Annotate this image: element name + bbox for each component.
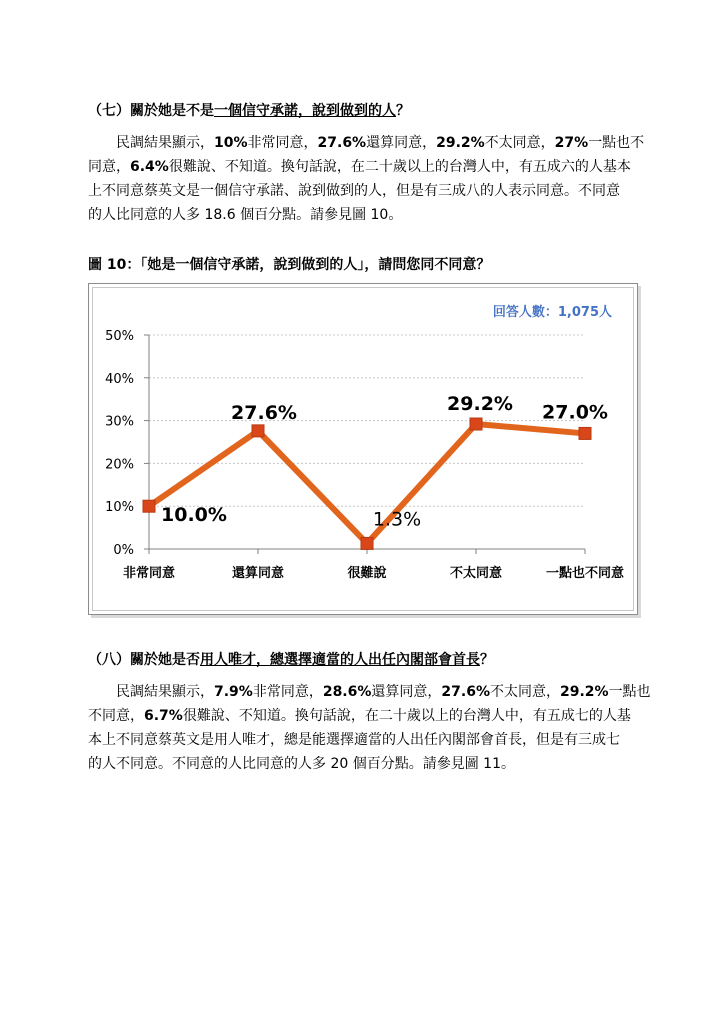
text: 還算同意， (371, 684, 442, 700)
y-tick-label: 10% (105, 500, 134, 516)
chart-data-labels (161, 393, 608, 530)
data-point (579, 427, 591, 439)
section-7-line-4: 的人比同意的人多 18.6 個百分點。請參見圖 10。 (88, 207, 403, 223)
text: 不太同意， (489, 684, 560, 700)
chart-markers (143, 418, 591, 549)
text: 民調結果顯示， (116, 135, 214, 151)
text: 同意， (88, 159, 130, 175)
y-tick-label: 20% (105, 457, 134, 473)
text: 27.6% (441, 684, 490, 700)
text: 29.2% (436, 135, 485, 151)
text: 一點也 (608, 684, 651, 700)
text: 28.6% (322, 684, 372, 700)
y-tick-label: 0% (113, 543, 134, 558)
text: 非常同意， (247, 135, 318, 151)
data-label: 29.2% (447, 393, 513, 416)
text: 非常同意， (252, 684, 323, 700)
data-label: 27.0% (542, 401, 608, 424)
respondents-count: 回答人數：1,075人 (492, 305, 612, 320)
text: 6.4% (130, 159, 169, 175)
section-8-line-2 (88, 704, 648, 728)
section-8-line-3: 本上不同意蔡英文是用人唯才，總是能選擇適當的人出任內閣部會首長，但是有三成七 (88, 732, 620, 748)
section-8-heading (88, 649, 494, 669)
text: 10% (214, 135, 248, 151)
text: 還算同意， (366, 135, 437, 151)
data-point (361, 537, 373, 549)
x-tick-label: 非常同意 (122, 566, 176, 581)
y-tick-label: 50% (105, 329, 134, 344)
text: 不太同意， (484, 135, 555, 151)
text: 不同意， (88, 708, 144, 724)
section-8-heading-underlined: 用人唯才，總選擇適當的人出任內閣部會首長 (200, 652, 480, 668)
data-point (143, 500, 155, 512)
data-label: 10.0% (161, 504, 227, 527)
section-8-line-1 (88, 680, 651, 704)
section-7-heading-prefix: （七）關於她是不是 (88, 103, 214, 119)
x-tick-label: 還算同意 (231, 566, 285, 581)
text: 27.6% (317, 135, 367, 151)
text: 7.9% (214, 684, 253, 700)
section-8-paragraph (88, 680, 651, 776)
text: 很難說、不知道。換句話說，在二十歲以上的台灣人中，有五成六的人基本 (168, 159, 631, 175)
section-8-line-4: 的人不同意。不同意的人比同意的人多 20 個百分點。請參見圖 11。 (88, 756, 515, 772)
figure-10-title: 圖 10：「她是一個信守承諾，說到做到的人」，請問您同不同意？ (88, 257, 491, 273)
section-7-heading-underlined: 一個信守承諾，說到做到的人 (214, 103, 396, 119)
section-8-heading-suffix: ？ (480, 652, 494, 668)
data-point (470, 418, 482, 430)
y-tick-label: 30% (105, 414, 134, 430)
section-7-line-3: 上不同意蔡英文是一個信守承諾、說到做到的人，但是有三成八的人表示同意。不同意 (88, 183, 620, 199)
text: 6.7% (144, 708, 183, 724)
section-8-heading-prefix: （八）關於她是否 (88, 652, 200, 668)
text: 29.2% (559, 684, 609, 700)
data-label: 27.6% (231, 401, 297, 424)
x-tick-label: 一點也不同意 (545, 566, 625, 581)
text: 很難說、不知道。換句話說，在二十歲以上的台灣人中，有五成七的人基 (182, 708, 631, 724)
x-tick-label: 不太同意 (449, 566, 503, 581)
chart-grid (149, 335, 585, 506)
text: 民調結果顯示， (116, 684, 214, 700)
text: 27% (554, 135, 589, 151)
section-7-heading-suffix: ？ (396, 103, 410, 119)
text: 一點也不 (588, 135, 645, 151)
y-tick-label: 40% (105, 371, 134, 387)
data-point (252, 425, 264, 437)
x-tick-label: 很難說 (347, 566, 387, 581)
data-label: 1.3% (372, 508, 422, 531)
